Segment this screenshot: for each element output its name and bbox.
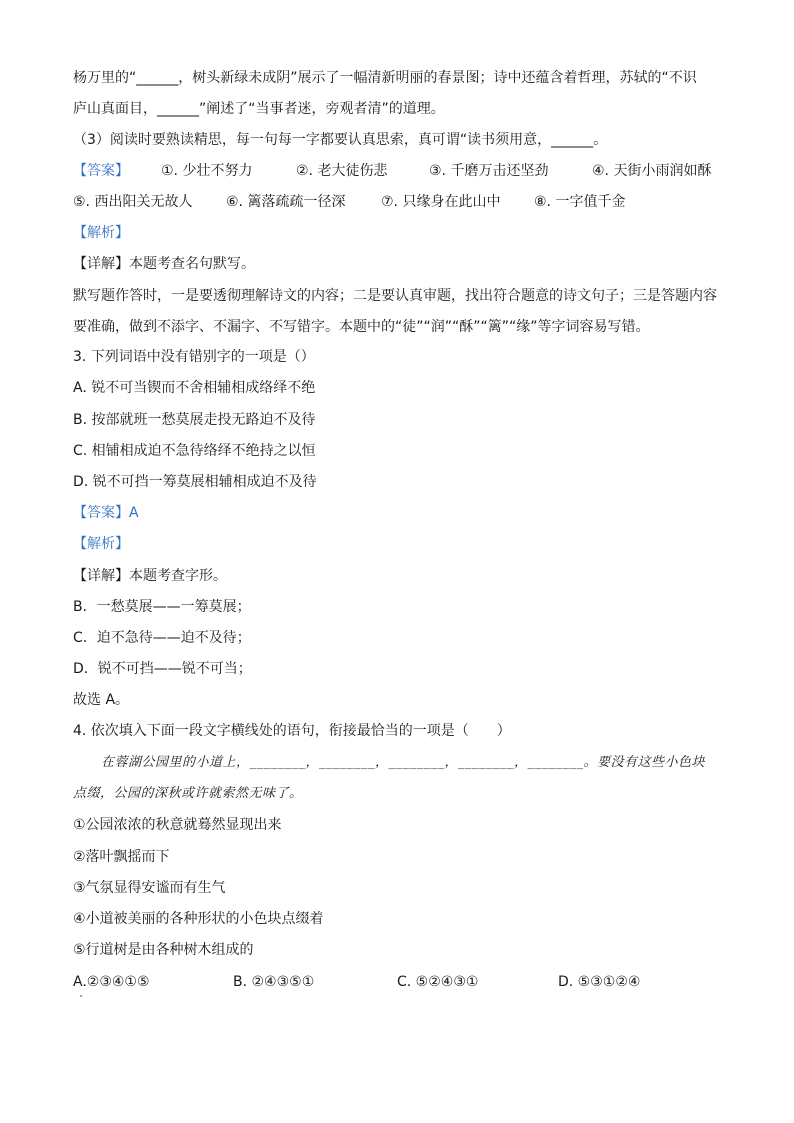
explanation-line-1: 默写题作答时，一是要透彻理解诗文的内容；二是要认真审题，找出符合题意的诗文句子；三是答题内容 (73, 288, 717, 304)
question-3-fix-b: B．一愁莫展——一筹莫展； (73, 599, 251, 615)
question-3-answer: 【答案】A (73, 505, 139, 521)
answer-item-8: ⑧. 一字值千金 (534, 194, 626, 210)
answer-item-6: ⑥. 篱落疏疏一径深 (226, 194, 346, 210)
question-4-option-a: A.②③④①⑤ (73, 974, 150, 990)
question-3-stem: 3. 下列词语中没有错别字的一项是（） (73, 349, 315, 365)
answer-item-2: ②. 老大徒伤悲 (296, 163, 388, 179)
explanation-line-2: 要准确，做到不添字、不漏字、不写错字。本题中的“徒”“润”“酥”“篱”“缘”等字词容易写错。 (73, 319, 650, 335)
question-4-option-b: B. ②④③⑤① (233, 974, 315, 990)
answer-item-7: ⑦. 只缘身在此山中 (381, 194, 501, 210)
question-3-fix-c: C．迫不急待——迫不及待； (73, 630, 251, 646)
answer-item-3: ③. 千磨万击还坚劲 (429, 163, 549, 179)
poem-line-1: 杨万里的“______，树头新绿未成阴”展示了一幅清新明丽的春景图；诗中还蕴含着哲理，苏轼的“不识 (73, 70, 697, 86)
question-3-detail: 【详解】本题考查字形。 (73, 568, 227, 584)
question-4-item-2: ②落叶飘摇而下 (73, 849, 170, 865)
question-3-option-b: B. 按部就班一愁莫展走投无路迫不及待 (73, 412, 316, 428)
stray-mark (80, 995, 82, 997)
detail-line: 【详解】本题考查名句默写。 (73, 256, 255, 272)
question-4-item-4: ④小道被美丽的各种形状的小色块点缀着 (73, 911, 324, 927)
question-4-item-3: ③气氛显得安谧而有生气 (73, 880, 226, 896)
poem-line-2: 庐山真面目，______”阐述了“当事者迷，旁观者清”的道理。 (73, 101, 445, 117)
question-4-stem: 4. 依次填入下面一段文字横线处的语句，衔接最恰当的一项是（ ） (73, 723, 511, 739)
analysis-label: 【解析】 (73, 225, 129, 241)
question-4-item-1: ①公园浓浓的秋意就蓦然显现出来 (73, 817, 282, 833)
answer-item-4: ④. 天街小雨润如酥 (592, 163, 712, 179)
question-4-passage-line-2: 点缀，公园的深秋或许就索然无味了。 (73, 786, 303, 801)
question-3-conclusion: 故选 A。 (73, 692, 130, 708)
answer-label: 【答案】 (73, 163, 129, 179)
question-3-option-c: C. 相铺相成迫不急待络绎不绝持之以恒 (73, 443, 316, 459)
question-3-option-a: A. 锐不可当锲而不舍相辅相成络绎不绝 (73, 380, 316, 396)
question-4-passage-line-1: 在蓉湖公园里的小道上，________，________，________，________，________。要没有这些小色块 (101, 755, 706, 770)
question-4-option-c: C. ⑤②④③① (397, 974, 479, 990)
question-4-option-d: D. ⑤③①②④ (558, 974, 641, 990)
question-3-analysis-label: 【解析】 (73, 536, 129, 552)
answer-item-1: ①. 少壮不努力 (161, 163, 253, 179)
question-4-item-5: ⑤行道树是由各种树木组成的 (73, 942, 254, 958)
question-3-fix-d: D．锐不可挡——锐不可当； (73, 661, 252, 677)
question-3-option-d: D. 锐不可挡一筹莫展相辅相成迫不及待 (73, 474, 317, 490)
question-3-reading: （3）阅读时要熟读精思，每一句每一字都要认真思索，真可谓“读书须用意，______。 (73, 132, 608, 148)
answer-item-5: ⑤. 西出阳关无故人 (73, 194, 193, 210)
